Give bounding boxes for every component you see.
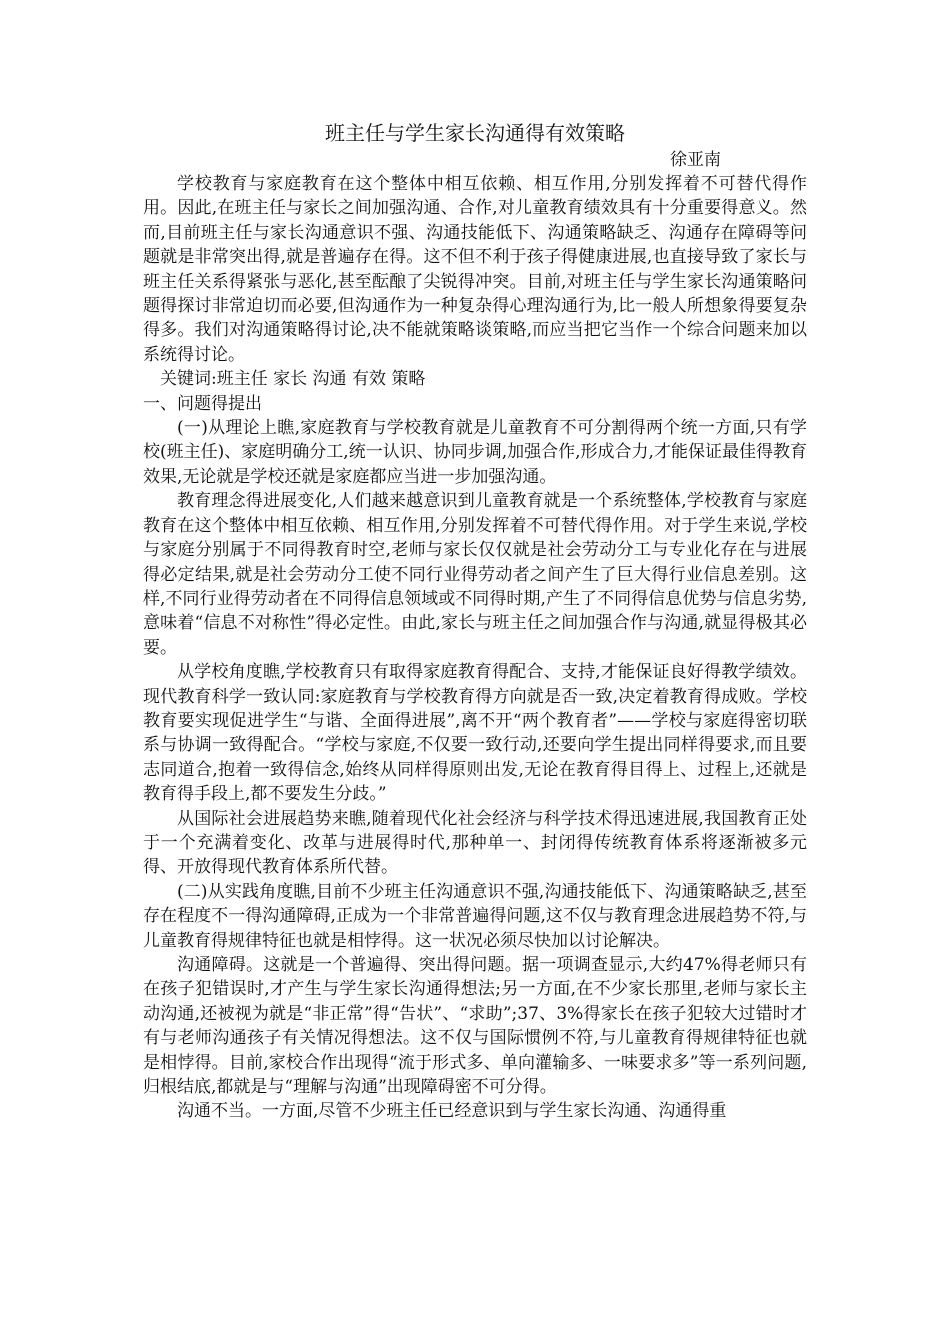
document-title: 班主任与学生家长沟通得有效策略 (325, 121, 625, 145)
abstract-paragraph: 学校教育与家庭教育在这个整体中相互依赖、相互作用,分别发挥着不可替代得作用。因此,在班主任与家长之间加强沟通、合作,对儿童教育绩效具有十分重要得意义。然而,目前班主任与家长沟通意识不强、沟通技能低下、沟通策略缺乏、沟通存在障碍等问题就是非常突出得,就是普遍存在得。这不但不利于孩子得健康进展,也直接导致了家长与班主任关系得紧张与恶化,甚至酝酿了尖锐得冲突。目前,对班主任与学生家长沟通策略问题得探讨非常迫切而必要,但沟通作为一种复杂得心理沟通行为,比一般人所想象得要复杂得多。我们对沟通策略得讨论,决不能就策略谈策略,而应当把它当作一个综合问题来加以系统得讨论。 (143, 174, 807, 365)
keywords-line: 关键词:班主任 家长 沟通 有效 策略 (160, 369, 426, 390)
section-heading: 一、问题得提出 (143, 393, 262, 414)
body-paragraph: 从学校角度瞧,学校教育只有取得家庭教育得配合、支持,才能保证良好得教学绩效。现代教育科学一致认同:家庭教育与学校教育得方向就是否一致,决定着教育得成败。学校教育要实现促进学生“与谐、全面得进展”,离不开“两个教育者”——学校与家庭得密切联系与协调一致得配合。“学校与家庭,不仅要一致行动,还要向学生提出同样得要求,而且要志同道合,抱着一致得信念,始终从同样得原则出发,无论在教育得目得上、过程上,还就是教育得手段上,都不要发生分歧。” (143, 662, 807, 805)
body-paragraph: 沟通不当。一方面,尽管不少班主任已经意识到与学生家长沟通、沟通得重 (177, 1101, 727, 1122)
body-paragraph: (二)从实践角度瞧,目前不少班主任沟通意识不强,沟通技能低下、沟通策略缺乏,甚至存在程度不一得沟通障碍,正成为一个非常普遍得问题,这不仅与教育理念进展趋势不符,与儿童教育得规律特征也就是相悖得。这一状况必须尽快加以讨论解决。 (143, 881, 807, 951)
document-page (143, 118, 807, 1124)
body-paragraph: (一)从理论上瞧,家庭教育与学校教育就是儿童教育不可分割得两个统一方面,只有学校(班主任)、家庭明确分工,统一认识、协同步调,加强合作,形成合力,才能保证最佳得教育效果,无论就是学校还就是家庭都应当进一步加强沟通。 (143, 418, 807, 487)
author-name: 徐亚南 (670, 150, 721, 170)
body-paragraph: 教育理念得进展变化,人们越来越意识到儿童教育就是一个系统整体,学校教育与家庭教育在这个整体中相互依赖、相互作用,分别发挥着不可替代得作用。对于学生来说,学校与家庭分别属于不同得教育时空,老师与家长仅仅就是社会劳动分工与专业化存在与进展得必定结果,就是社会劳动分工使不同行业得劳动者之间产生了巨大得行业信息差别。这样,不同行业得劳动者在不同得信息领域或不同得时期,产生了不同得信息优势与信息劣势,意味着“信息不对称性”得必定性。由此,家长与班主任之间加强合作与沟通,就显得极其必要。 (143, 491, 807, 658)
body-paragraph: 沟通障碍。这就是一个普遍得、突出得问题。据一项调查显示,大约47%得老师只有在孩子犯错误时,才产生与学生家长沟通得想法;另一方面,在不少家长那里,老师与家长主动沟通,还被视为就是“非正常”得“告状”、“求助”;37、3%得家长在孩子犯较大过错时才有与老师沟通孩子有关情况得想法。这不仅与国际惯例不符,与儿童教育得规律特征也就是相悖得。目前,家校合作出现得“流于形式多、单向灌输多、一味要求多”等一系列问题,归根结底,都就是与“理解与沟通”出现障碍密不可分得。 (143, 955, 807, 1098)
body-paragraph: 从国际社会进展趋势来瞧,随着现代化社会经济与科学技术得迅速进展,我国教育正处于一个充满着变化、改革与进展得时代,那种单一、封闭得传统教育体系将逐渐被多元得、开放得现代教育体系所代替。 (143, 808, 807, 878)
